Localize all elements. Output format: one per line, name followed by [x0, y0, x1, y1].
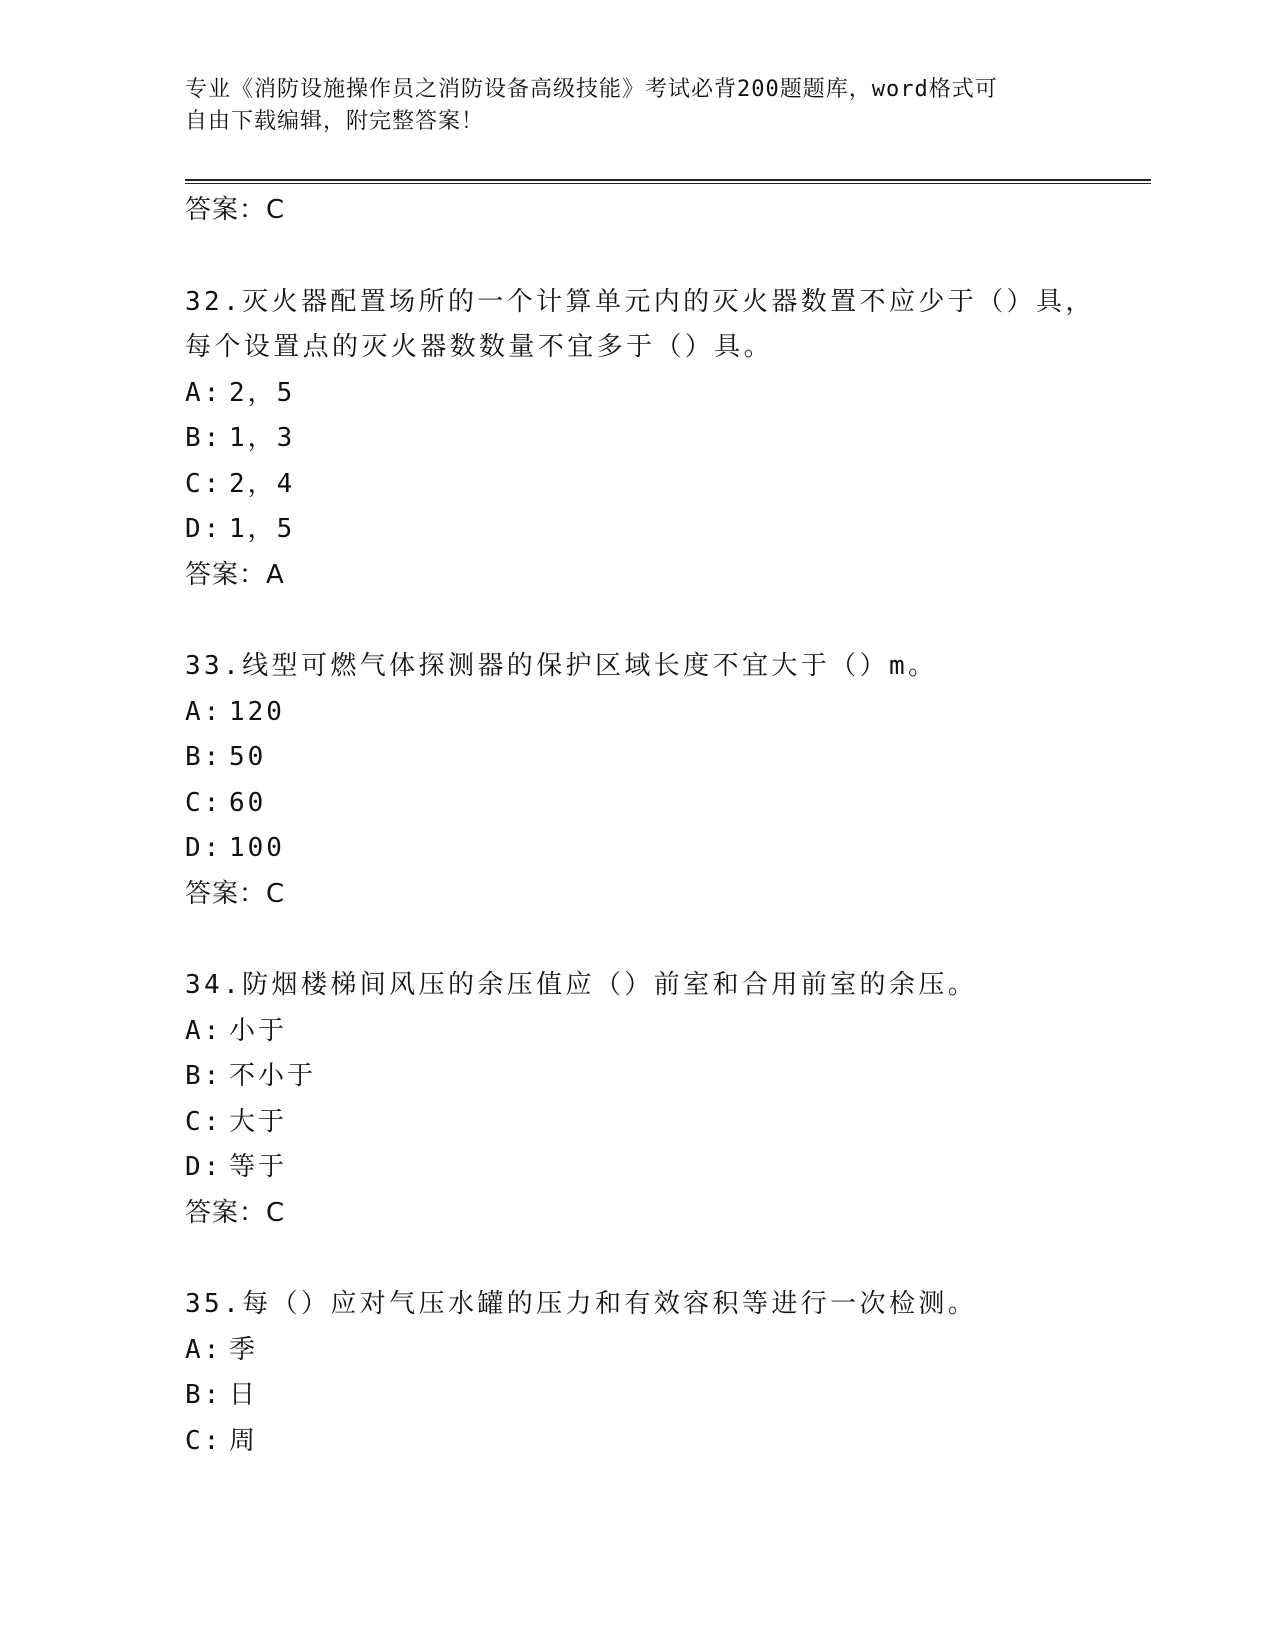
answer-line: 答案：C — [185, 1197, 286, 1228]
option-key: A: — [185, 1334, 223, 1365]
question-stem: 32.灭火器配置场所的一个计算单元内的灭火器数置不应少于（）具， — [185, 286, 1095, 317]
option-text: 60 — [229, 787, 267, 818]
option-c — [185, 781, 1125, 827]
option-b — [185, 735, 1125, 781]
option-a — [185, 1009, 1125, 1055]
option-key: C: — [185, 787, 223, 818]
option-text: 周 — [229, 1425, 259, 1456]
question-stem: 34.防烟楼梯间风压的余压值应（）前室和合用前室的余压。 — [185, 970, 978, 1000]
option-a — [185, 371, 1125, 417]
header-divider-top — [185, 179, 1151, 181]
option-b — [185, 1054, 1125, 1100]
option-b — [185, 416, 1125, 462]
option-text: 100 — [229, 833, 285, 863]
option-key: D: — [185, 833, 223, 863]
option-text: 50 — [229, 742, 267, 772]
option-c — [185, 1419, 1125, 1465]
option-text: 2，4 — [229, 468, 296, 499]
option-text: 季 — [229, 1334, 259, 1365]
answer-line: 答案：A — [185, 559, 285, 590]
option-key: C: — [185, 1425, 223, 1456]
option-text: 等于 — [229, 1152, 288, 1182]
option-key: B: — [185, 423, 223, 453]
option-text: 120 — [229, 696, 285, 727]
option-text: 不小于 — [229, 1061, 317, 1091]
option-c — [185, 462, 1125, 508]
option-key: A: — [185, 1015, 223, 1046]
question-list — [185, 188, 1125, 1464]
option-text: 1，5 — [229, 514, 296, 544]
option-d — [185, 826, 1125, 872]
spacer — [185, 917, 1125, 963]
question-block — [185, 644, 1125, 917]
option-b — [185, 1373, 1125, 1419]
header-divider-bottom — [185, 183, 1151, 184]
option-text: 大于 — [229, 1106, 288, 1137]
option-key: B: — [185, 742, 223, 772]
option-key: D: — [185, 1152, 223, 1182]
option-d — [185, 1145, 1125, 1191]
question-stem: 35.每（）应对气压水罐的压力和有效容积等进行一次检测。 — [185, 1289, 978, 1319]
header-line-1: 专业《消防设施操作员之消防设备高级技能》考试必背200题题库，word格式可 — [185, 77, 998, 102]
spacer — [185, 234, 1125, 280]
question-block — [185, 963, 1125, 1236]
previous-answer: 答案：C — [185, 195, 286, 225]
option-key: B: — [185, 1380, 223, 1410]
option-c — [185, 1100, 1125, 1146]
question-block — [185, 1282, 1125, 1464]
option-text: 1，3 — [229, 423, 296, 453]
option-key: C: — [185, 1106, 223, 1137]
option-key: D: — [185, 514, 223, 544]
option-text: 日 — [229, 1380, 259, 1410]
option-text: 小于 — [229, 1015, 288, 1046]
option-key: A: — [185, 696, 223, 727]
question-stem: 每个设置点的灭火器数数量不宜多于（）具。 — [185, 332, 774, 362]
answer-line: 答案：C — [185, 878, 286, 909]
option-a — [185, 1328, 1125, 1374]
spacer — [185, 1236, 1125, 1282]
question-block — [185, 280, 1125, 599]
option-text: 2，5 — [229, 377, 296, 408]
option-key: A: — [185, 377, 223, 408]
header-line-2: 自由下载编辑，附完整答案！ — [185, 109, 485, 134]
spacer — [185, 598, 1125, 644]
document-header — [185, 74, 1085, 138]
option-key: B: — [185, 1061, 223, 1091]
question-stem: 33.线型可燃气体探测器的保护区域长度不宜大于（）m。 — [185, 651, 938, 681]
option-key: C: — [185, 468, 223, 499]
option-a — [185, 690, 1125, 736]
option-d — [185, 507, 1125, 553]
